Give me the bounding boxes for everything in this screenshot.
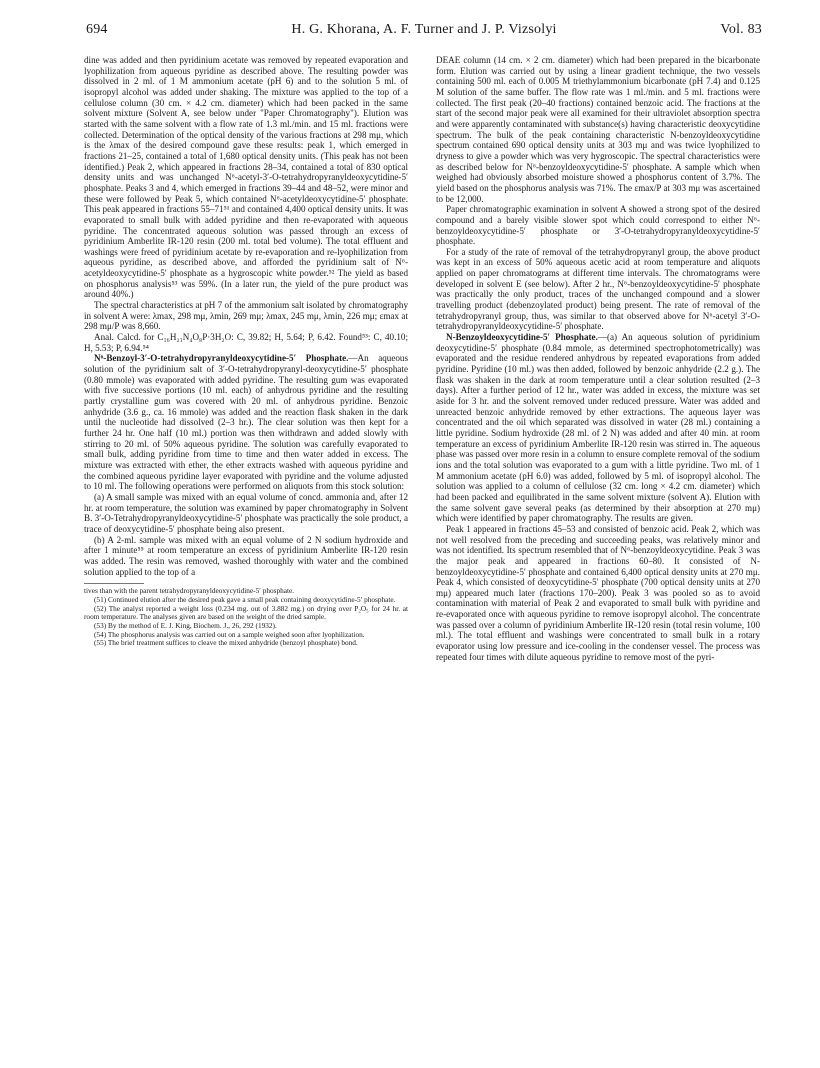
running-header [86,22,762,42]
paragraph: dine was added and then pyridinium acetate was removed by repeated evaporation and lyophilization from aqueous pyridine as described above. The resulting powder was dissolved in 2 ml. of 1 M ammonium acetate (pH 6) and to the solution 5 ml. of isopropyl alcohol was added under shaking. The mixture was applied to the top of a cellulose column (30 cm. × 4.2 cm. diameter) which had been packed in the same solvent mixture (Solvent A, see below under "Paper Chromatography"). Elution was started with the same solvent with a flow rate of 1.3 ml./min. and 15 ml. fractions were collected. Determination of the optical density of the various fractions at 298 mμ, which is the λmax of the desired compound gave these results: peak 1, which emerged in fractions 21–25, contained a total of 1,680 optical density units. (This peak has not been identified.) Peak 2, which appeared in fractions 28–34, contained a total of 830 optical density units and was unchanged N⁶-acetyl-3′-O-tetrahydropyranyldeoxycytidine-5′ phosphate. Peaks 3 and 4, which emerged in fractions 39–44 and 48–52, were minor and these were followed by Peak 5, which contained N⁶-acetyldeoxycytidine-5′ phosphate. This peak appeared in fractions 55–71⁵¹ and contained 4,400 optical density units. It was evaporated to small bulk with added pyridine and then re-evaporated with aqueous pyridine. The concentrated aqueous solution was passed through an excess of pyridinium Amberlite IR-120 resin (200 ml. total bed volume). The total effluent and washings were freed of pyridinium acetate by re-evaporation and re-lyophilization from aqueous pyridine, as described above, and afforded the pyridinium salt of N⁶-acetyldeoxycytidine-5′ phosphate as a hygroscopic white powder.⁵² The yield as based on phosphorus analysis⁵³ was 59%. (In a later run, the yield of the pure product was around 40%.) [84,55,408,300]
footnote: (54) The phosphorus analysis was carried out on a sample weighed soon after lyophilization. [94,629,365,639]
left-column [84,55,408,648]
running-title: H. G. Khorana, A. F. Turner and J. P. Vizsolyi [291,22,557,37]
paragraph: DEAE column (14 cm. × 2 cm. diameter) which had been prepared in the bicarbonate form. Elution was carried out by using a linear gradient technique, the two vessels containing 500 ml. each of 0.005 M triethylammonium bicarbonate (pH 7.4) and 0.125 M solution of the same buffer. The flow rate was 1 ml./min. and 5 ml. fractions were collected. The first peak (20–40 fractions) contained benzoic acid. The fractions at the start of the second major peak were all examined for their ultraviolet absorption spectra and were apparently contaminated with substance(s) having characteristic deoxycytidine spectrum. The bulk of the peak containing characteristic N-benzoyldeoxycytidine spectrum contained 690 optical density units at 303 mμ and was twice lyophilized to dryness to give a powder which was very hygroscopic. The spectral characteristics were as described below for N⁶-benzoyldeoxycytidine-5′ phosphate. A sample which when weighed had obviously absorbed moisture showed a phosphorus content of 3.7%. The yield based on the phosphorus analysis was 71%. The εmax/P at 303 mμ was ascertained to be 12,000. [436,55,760,204]
footnote: (53) By the method of E. J. King, Biochem. J., 26, 292 (1932). [94,620,277,630]
footnote: tives than with the parent tetrahydropyranyldeoxycytidine-5′ phosphate. [84,586,295,596]
section-body: —An aqueous solution of the pyridinium salt of 3′-O-tetrahydropyranyl-deoxycytidine-5′ phosphate (0.80 mmole) was evaporated with added pyridine. The resulting gum was evaporated with five successive portions (10 ml. each) of anhydrous pyridine and the resulting partly crystalline gum was covered with 20 ml. of anhydrous pyridine. Benzoic anhydride (3.6 g., ca. 16 mmole) was added and the reaction flask shaken in the dark until the nucleotide had dissolved (2–3 hr.). The clear solution was then kept for a further 24 hr. One half (10 ml.) portion was then withdrawn and added slowly with stirring to 20 ml. of 50% aqueous pyridine. The solution was carefully evaporated to small bulk, adding pyridine from time to time and then water added in excess. The mixture was extracted with ether, the ether extracts washed with aqueous pyridine and the combined aqueous pyridine layer evaporated with pyridine and the volume adjusted to 10 ml. The following operations were performed on aliquots from this stock solution: [84,353,408,492]
footnote: (51) Continued elution after the desired peak gave a small peak containing deoxycytidine-5′ phosphate. [94,594,396,604]
section-paragraph [84,353,408,492]
paragraph: Peak 1 appeared in fractions 45–53 and consisted of benzoic acid. Peak 2, which was not well resolved from the preceding and succeeding peaks, was relatively minor and was not identified. Its spectrum resembled that of N⁶-benzoyldeoxycytidine. Peak 3 was the major peak and appeared in fractions 60–80. It consisted of N-benzoyldeoxycytidine-5′ phosphate and contained 6,400 optical density units at 270 mμ. Peak 4, which consisted of deoxycytidine-5′ phosphate (700 optical density units at 270 mμ) appeared much later (fractions 170–200). Peak 3 was pooled so as to avoid contamination with material of Peak 2 and evaporated to small bulk with pyridine and re-evaporated once with aqueous pyridine to remove isopropyl alcohol. The concentrate was passed over a column of pyridinium Amberlite IR-120 resin (total resin volume, 100 ml.). The total effluent and washings were concentrated to small bulk in a rotary evaporator using low pressure and ice-cooling in the condenser vessel. The process was repeated four times with dilute aqueous pyridine to remove most of the pyri- [436,523,760,662]
footnote: (52) The analyst reported a weight loss (0.234 mg. out of 3.882 mg.) on drying over P₂O₅ for 24 hr. at room temperature. The analyses given are based on the weight of the dried sample. [84,603,408,622]
volume-label: Vol. 83 [720,22,762,37]
paragraph: For a study of the rate of removal of the tetrahydropyranyl group, the above product was kept in an excess of 50% aqueous acetic acid at room temperature and aliquots applied on paper chromatograms at different time intervals. The chromatograms were developed in solvent E (see below). After 2 hr., N⁶-benzoyldeoxycytidine-5′ phosphate was practically the only product, traces of the unchanged compound and a slower travelling product (debenzoylated product) being present. The rate of removal of the tetrahydropyranyl group, thus, was similar to that observed above for N⁶-acetyl 3′-O-tetrahydropyranyldeoxycytidine-5′ phosphate. [436,246,760,332]
section-heading: N⁶-Benzoyl-3′-O-tetrahydropyranyldeoxycytidine-5′ Phosphate. [94,353,349,364]
analysis-paragraph: Anal. Calcd. for C₁₆H₂₁N₄O₈P·3H₂O: C, 39.82; H, 5.64; P, 6.42. Found⁵³: C, 40.10; H, 5.53; P, 6.94.⁵⁴ [84,332,408,353]
page-number: 694 [86,22,108,37]
section-body: —(a) An aqueous solution of pyridinium deoxycytidine-5′ phosphate (0.84 mmole, as determined spectrophotometrically) was evaporated and the residue rendered anhydrous by repeated evaporations from added pyridine. Pyridine (10 ml.) was then added, followed by benzoic anhydride (2.2 g.). The flask was shaken in the dark at room temperature until a clear solution resulted (2–3 days). After a further period of 12 hr., water was added in excess, the mixture was set aside for 3 hr. and the solvent removed under reduced pressure. Water was added and unreacted benzoic anhydride removed by ether extractions. The aqueous layer was concentrated and the oil which separated was dissolved in water (28 ml.) containing a little pyridine. Sodium hydroxide (28 ml. of 2 N) was added and after 40 min. at room temperature an excess of pyridinium Amberlite IR-120 resin was stirred in. The aqueous phase was passed over more resin in a column to ensure complete removal of the sodium ions and the total solution was evaporated to a gum with a little pyridine. Two ml. of 1 M ammonium acetate (pH 6.0) was added, followed by 5 ml. of isopropyl alcohol. The solution was applied to a column of cellulose (32 cm. long × 4.2 cm. diameter) which had been packed and equilibrated in the same solvent mixture (solvent A). Elution with the same solvent gave several peaks (as determined by their absorption at 270 mμ) which were identified by paper chromatography. The results are given. [436,332,760,524]
footnote-divider [84,583,144,584]
section-heading: N-Benzoyldeoxycytidine-5′ Phosphate. [446,332,598,343]
paragraph: The spectral characteristics at pH 7 of the ammonium salt isolated by chromatography in solvent A were: λmax, 298 mμ, λmin, 269 mμ; λmax, 245 mμ, λmin, 226 mμ; εmax at 298 mμ/P was 8,660. [84,300,408,332]
section-paragraph [436,332,760,524]
paragraph: (a) A small sample was mixed with an equal volume of concd. ammonia and, after 12 hr. at room temperature, the solution was examined by paper chromatography in Solvent B. 3′-O-Tetrahydropyranyldeoxycytidine-5′ phosphate was practically the sole product, a trace of deoxycytidine-5′ phosphate being also present. [84,491,408,534]
footnote: (55) The brief treatment suffices to cleave the mixed anhydride (benzoyl phosphate) bond. [94,638,358,648]
right-column [436,55,760,662]
paragraph: Paper chromatographic examination in solvent A showed a strong spot of the desired compound and a barely visible slower spot which could correspond to either N⁶-benzoyldeoxycytidine-5′ phosphate or 3′-O-tetrahydropyranyldeoxycytidine-5′ phosphate. [436,204,760,247]
paragraph: (b) A 2-ml. sample was mixed with an equal volume of 2 N sodium hydroxide and after 1 minute⁵⁵ at room temperature an excess of pyridinium Amberlite IR-120 resin was added. The resin was removed, washed thoroughly with water and the combined solution applied to the top of a [84,534,408,577]
